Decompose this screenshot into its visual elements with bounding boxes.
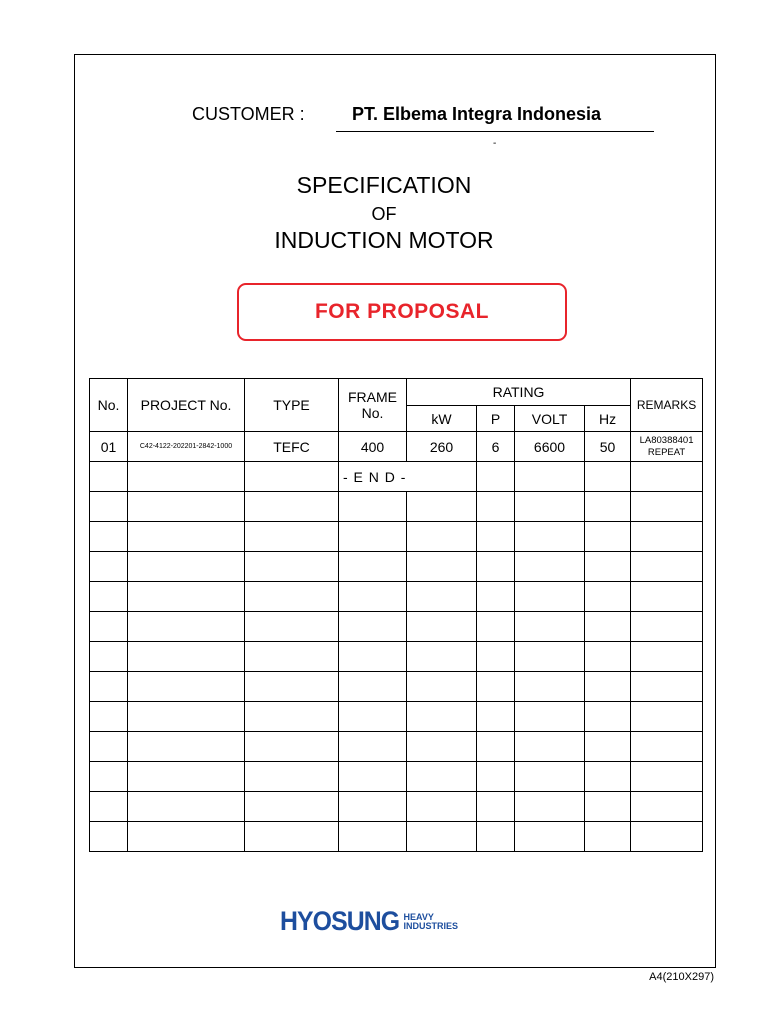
spec-table bbox=[89, 378, 703, 852]
cell-type: TEFC bbox=[245, 432, 339, 462]
cell-volt: 6600 bbox=[515, 432, 585, 462]
table-row bbox=[90, 642, 703, 672]
table-row bbox=[90, 432, 703, 462]
cell-remarks-line1: LA80388401 bbox=[639, 434, 694, 446]
proposal-box bbox=[237, 283, 567, 341]
title-induction-motor: INDUCTION MOTOR bbox=[274, 227, 494, 253]
customer-label: CUSTOMER : bbox=[192, 104, 305, 124]
header-frame-line1: FRAME bbox=[348, 389, 397, 405]
table-row bbox=[90, 582, 703, 612]
header-remarks: REMARKS bbox=[631, 379, 703, 432]
cell-remarks bbox=[631, 432, 703, 462]
hyosung-logo bbox=[280, 906, 458, 937]
table-row bbox=[90, 792, 703, 822]
title-specification: SPECIFICATION bbox=[296, 172, 472, 198]
header-frame bbox=[339, 379, 407, 432]
cell-p: 6 bbox=[477, 432, 515, 462]
paper-size-label: A4(210X297) bbox=[649, 971, 714, 983]
header-kw: kW bbox=[407, 406, 477, 432]
header-hz: Hz bbox=[585, 406, 631, 432]
logo-subtext bbox=[404, 913, 459, 931]
table-row bbox=[90, 492, 703, 522]
table-row bbox=[90, 552, 703, 582]
cell-remarks-line2: REPEAT bbox=[647, 446, 686, 458]
cell-kw: 260 bbox=[407, 432, 477, 462]
header-type: TYPE bbox=[245, 379, 339, 432]
cell-hz: 50 bbox=[585, 432, 631, 462]
logo-sub-industries: INDUSTRIES bbox=[403, 920, 459, 931]
table-row bbox=[90, 732, 703, 762]
header-frame-line2: No. bbox=[361, 405, 384, 421]
table-row bbox=[90, 702, 703, 732]
customer-dash: - bbox=[493, 138, 497, 149]
header-rating: RATING bbox=[407, 379, 631, 406]
title-of: OF bbox=[371, 204, 397, 224]
header-project-no: PROJECT No. bbox=[128, 379, 245, 432]
cell-frame: 400 bbox=[339, 432, 407, 462]
logo-wordmark: HYOSUNG bbox=[280, 906, 400, 936]
header-no: No. bbox=[90, 379, 128, 432]
header-p: P bbox=[477, 406, 515, 432]
header-volt: VOLT bbox=[515, 406, 585, 432]
table-row bbox=[90, 522, 703, 552]
table-row bbox=[90, 612, 703, 642]
table-row bbox=[90, 762, 703, 792]
logo-sub-heavy: HEAVY bbox=[403, 911, 434, 922]
proposal-label: FOR PROPOSAL bbox=[314, 300, 489, 323]
customer-name: PT. Elbema Integra Indonesia bbox=[352, 104, 602, 124]
table-row bbox=[90, 822, 703, 852]
end-marker: - E N D - bbox=[339, 462, 477, 492]
table-row bbox=[90, 672, 703, 702]
customer-underline bbox=[336, 131, 654, 132]
cell-no: 01 bbox=[90, 432, 128, 462]
cell-project-no: C42-4122-202201-2842-1000 bbox=[128, 432, 245, 462]
table-row bbox=[90, 462, 703, 492]
